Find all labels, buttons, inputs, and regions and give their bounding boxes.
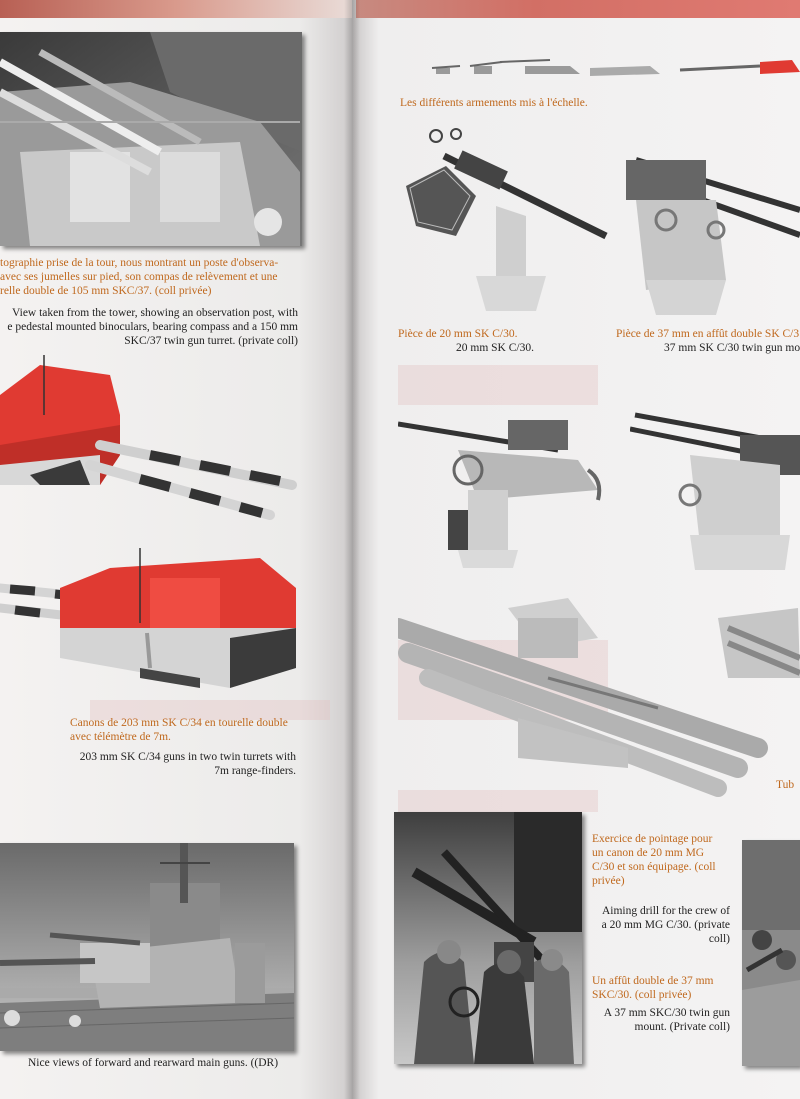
caption-line: avec ses jumelles sur pied, son compas de relèvement et une — [0, 271, 278, 283]
observation-photo-caption-en — [0, 306, 298, 348]
caption-line: e pedestal mounted binoculars, bearing compass and a 150 mm — [7, 321, 298, 333]
right-page-header-band — [356, 0, 800, 18]
gun-20mm-caption-en: 20 mm SK C/30. — [456, 342, 534, 354]
caption-line: Aiming drill for the crew of — [601, 905, 730, 917]
caption-line: un canon de 20 mm MG — [592, 847, 705, 859]
aiming-drill-caption-fr — [592, 832, 732, 888]
turrets-caption-fr — [70, 716, 300, 744]
caption-line: mount. (Private coll) — [634, 1021, 730, 1033]
gun-20mm-mount-render — [398, 410, 628, 570]
caption-line: coll) — [708, 933, 730, 945]
twin-mount-photo — [742, 840, 800, 1066]
caption-line: avec télémètre de 7m. — [70, 731, 171, 743]
caption-line: A 37 mm SKC/30 twin gun — [603, 1007, 730, 1019]
main-guns-caption-en: Nice views of forward and rearward main guns. ((DR) — [28, 1057, 279, 1069]
twin-mount-caption-fr — [592, 974, 734, 1002]
caption-line: Un affût double de 37 mm — [592, 975, 714, 987]
gun-20mm-render — [396, 126, 612, 316]
observation-photo-caption-fr — [0, 256, 300, 298]
tube-label: Tub — [776, 779, 795, 791]
caption-line: SKC/37 twin gun turret. (private coll) — [124, 335, 298, 347]
caption-line: C/30 et son équipage. (coll — [592, 861, 716, 873]
scale-caption-fr: Les différents armements mis à l'échelle. — [400, 97, 588, 109]
caption-line: tographie prise de la tour, nous montrant un poste d'observa- — [0, 257, 279, 269]
observation-post-photo — [0, 32, 302, 246]
scale-silhouettes — [430, 52, 800, 86]
caption-line: Exercice de pointage pour — [592, 833, 713, 845]
caption-line: Canons de 203 mm SK C/34 en tourelle double — [70, 717, 288, 729]
aiming-drill-photo — [394, 812, 582, 1064]
gun-37mm-caption-fr: Pièce de 37 mm en affût double SK C/3 — [616, 328, 800, 340]
page-gutter — [344, 0, 360, 1099]
gun-37mm-twin-render — [606, 140, 800, 330]
caption-line: SKC/30. (coll privée) — [592, 989, 692, 1001]
turrets-caption-en — [60, 750, 296, 778]
caption-line: privée) — [592, 875, 625, 887]
gun-37mm-caption-en: 37 mm SK C/30 twin gun mo — [664, 342, 800, 354]
torpedo-tube-render — [398, 598, 800, 798]
main-guns-photo — [0, 843, 294, 1051]
caption-line: relle double de 105 mm SKC/37. (coll privée) — [0, 285, 212, 297]
left-page-header-band — [0, 0, 352, 18]
gun-37mm-mount-render — [630, 405, 800, 575]
upper-turret-render — [0, 355, 300, 525]
caption-line: 203 mm SK C/34 guns in two twin turrets with — [79, 751, 296, 763]
caption-line: View taken from the tower, showing an observation post, with — [12, 307, 298, 319]
faded-background-box — [398, 365, 598, 405]
lower-turret-render — [0, 548, 300, 698]
twin-mount-caption-en — [588, 1006, 730, 1034]
aiming-drill-caption-en — [588, 904, 730, 946]
caption-line: a 20 mm MG C/30. (private — [601, 919, 730, 931]
gun-20mm-caption-fr: Pièce de 20 mm SK C/30. — [398, 328, 518, 340]
caption-line: 7m range-finders. — [214, 765, 296, 777]
